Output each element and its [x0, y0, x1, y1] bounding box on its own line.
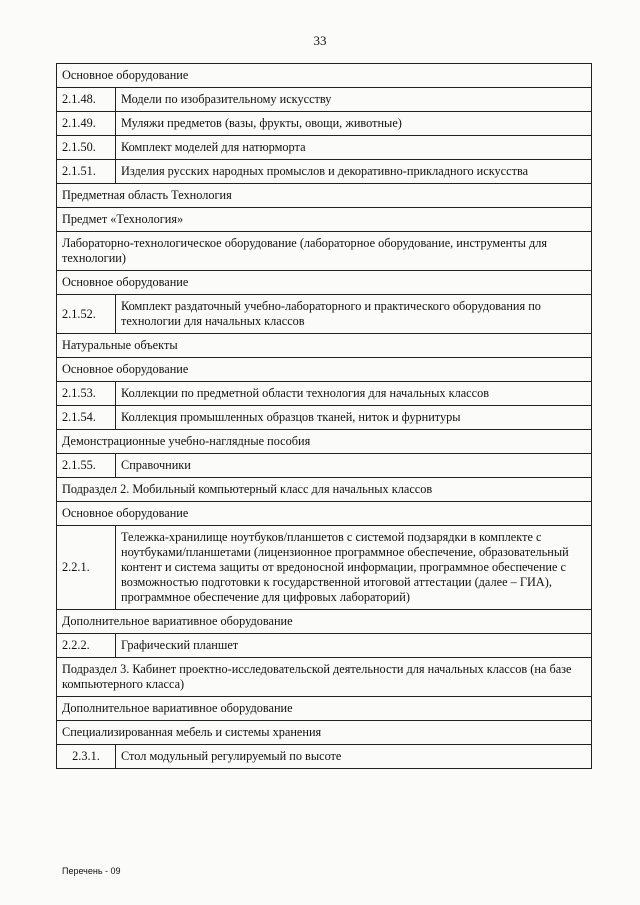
- section-row: [57, 334, 592, 358]
- section-row: [57, 271, 592, 295]
- item-row: [57, 136, 592, 160]
- section-heading: Основное оборудование: [57, 64, 592, 88]
- section-heading: Основное оборудование: [57, 271, 592, 295]
- section-row: [57, 232, 592, 271]
- item-code: 2.1.52.: [57, 295, 116, 334]
- section-heading: Специализированная мебель и системы хранения: [57, 721, 592, 745]
- item-code: 2.1.55.: [57, 454, 116, 478]
- item-description: Комплект моделей для натюрморта: [116, 136, 592, 160]
- item-row: [57, 634, 592, 658]
- item-code: 2.1.53.: [57, 382, 116, 406]
- item-description: Муляжи предметов (вазы, фрукты, овощи, животные): [116, 112, 592, 136]
- item-description: Справочники: [116, 454, 592, 478]
- section-row: [57, 208, 592, 232]
- section-row: [57, 658, 592, 697]
- section-heading: Предметная область Технология: [57, 184, 592, 208]
- item-code: 2.1.48.: [57, 88, 116, 112]
- item-row: [57, 454, 592, 478]
- item-row: [57, 745, 592, 769]
- section-heading: Основное оборудование: [57, 358, 592, 382]
- item-row: [57, 382, 592, 406]
- section-row: [57, 721, 592, 745]
- item-row: [57, 526, 592, 610]
- section-row: [57, 184, 592, 208]
- item-code: 2.1.49.: [57, 112, 116, 136]
- section-row: [57, 610, 592, 634]
- item-description: Изделия русских народных промыслов и декоративно-прикладного искусства: [116, 160, 592, 184]
- item-code: 2.1.51.: [57, 160, 116, 184]
- section-heading: Предмет «Технология»: [57, 208, 592, 232]
- section-row: [57, 697, 592, 721]
- section-heading: Лабораторно-технологическое оборудование (лабораторное оборудование, инструменты для технологии): [57, 232, 592, 271]
- item-description: Коллекция промышленных образцов тканей, ниток и фурнитуры: [116, 406, 592, 430]
- item-code: 2.2.2.: [57, 634, 116, 658]
- section-row: [57, 430, 592, 454]
- equipment-table: [56, 63, 592, 769]
- section-row: [57, 358, 592, 382]
- item-code: 2.2.1.: [57, 526, 116, 610]
- item-row: [57, 295, 592, 334]
- section-heading: Дополнительное вариативное оборудование: [57, 697, 592, 721]
- item-row: [57, 112, 592, 136]
- page-number: 33: [313, 33, 327, 48]
- item-description: Графический планшет: [116, 634, 592, 658]
- item-code: 2.1.50.: [57, 136, 116, 160]
- section-row: [57, 64, 592, 88]
- section-heading: Демонстрационные учебно-наглядные пособия: [57, 430, 592, 454]
- item-description: Тележка-хранилище ноутбуков/планшетов с системой подзарядки в комплекте с ноутбуками/планшетами (лицензионное программное обеспечение, образовательный контент и система защиты от вредоносной информации, программное обеспечение с возможностью подготовки к государственной итоговой аттестации (далее – ГИА), программное обеспечение для цифровых лабораторий): [116, 526, 592, 610]
- section-heading: Основное оборудование: [57, 502, 592, 526]
- section-heading: Дополнительное вариативное оборудование: [57, 610, 592, 634]
- section-heading: Натуральные объекты: [57, 334, 592, 358]
- item-row: [57, 88, 592, 112]
- item-row: [57, 160, 592, 184]
- item-description: Комплект раздаточный учебно-лабораторного и практического оборудования по технологии для начальных классов: [116, 295, 592, 334]
- item-row: [57, 406, 592, 430]
- item-description: Стол модульный регулируемый по высоте: [116, 745, 592, 769]
- footer-label: Перечень - 09: [62, 866, 121, 876]
- section-heading: Подраздел 2. Мобильный компьютерный класс для начальных классов: [57, 478, 592, 502]
- section-row: [57, 502, 592, 526]
- item-code: 2.3.1.: [57, 745, 116, 769]
- section-heading: Подраздел 3. Кабинет проектно-исследовательской деятельности для начальных классов (на базе компьютерного класса): [57, 658, 592, 697]
- section-row: [57, 478, 592, 502]
- item-code: 2.1.54.: [57, 406, 116, 430]
- item-description: Коллекции по предметной области технология для начальных классов: [116, 382, 592, 406]
- item-description: Модели по изобразительному искусству: [116, 88, 592, 112]
- equipment-table-body: [57, 64, 592, 769]
